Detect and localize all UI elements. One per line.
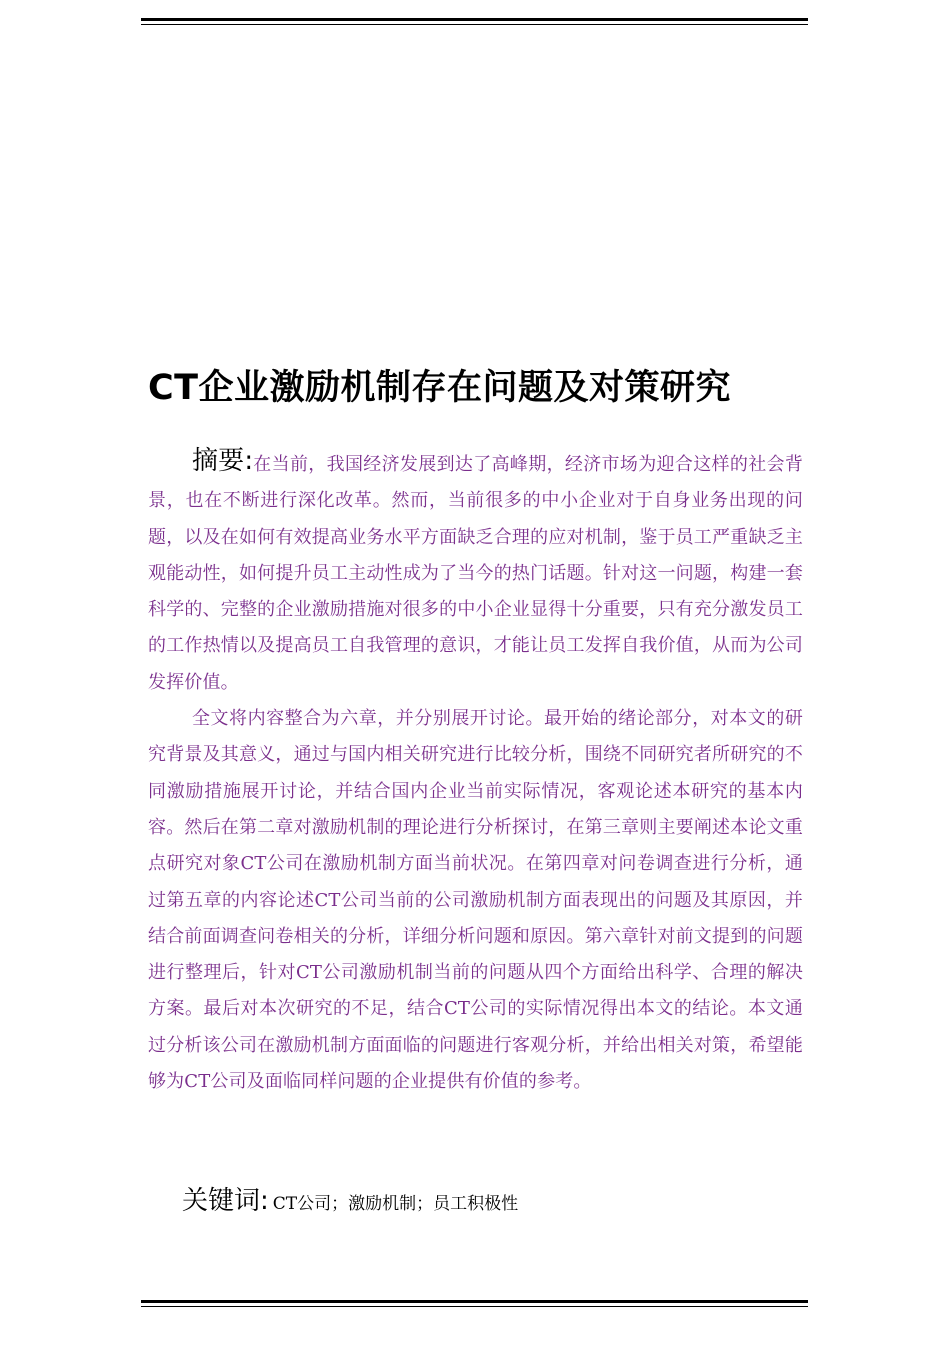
abstract-section xyxy=(148,444,803,1100)
keywords-text: CT公司；激励机制；员工积极性 xyxy=(272,1194,519,1214)
abstract-paragraph-2: 全文将内容整合为六章，并分别展开讨论。最开始的绪论部分，对本文的研究背景及其意义，通过与国内相关研究进行比较分析，围绕不同研究者所研究的不同激励措施展开讨论，并结合国内企业当前实际情况，客观论述本研究的基本内容。然后在第二章对激励机制的理论进行分析探讨，在第三章则主要阐述本论文重点研究对象CT公司在激励机制方面当前状况。在第四章对问卷调查进行分析，通过第五章的内容论述CT公司当前的公司激励机制方面表现出的问题及其原因，并结合前面调查问卷相关的分析，详细分析问题和原因。第六章针对前文提到的问题进行整理后，针对CT公司激励机制当前的问题从四个方面给出科学、合理的解决方案。最后对本次研究的不足，结合CT公司的实际情况得出本文的结论。本文通过分析该公司在激励机制方面面临的问题进行客观分析，并给出相关对策，希望能够为CT公司及面临同样问题的企业提供有价值的参考。 xyxy=(148,708,803,1093)
abstract-paragraph-1-text: 在当前，我国经济发展到达了高峰期，经济市场为迎合这样的社会背景，也在不断进行深化改革。然而，当前很多的中小企业对于自身业务出现的问题，以及在如何有效提高业务水平方面缺乏合理的应对机制，鉴于员工严重缺乏主观能动性，如何提升员工主动性成为了当今的热门话题。针对这一问题，构建一套科学的、完整的企业激励措施对很多的中小企业显得十分重要，只有充分激发员工的工作热情以及提高员工自我管理的意识，才能让员工发挥自我价值，从而为公司发挥价值。 xyxy=(148,454,803,693)
document-title: CT企业激励机制存在问题及对策研究 xyxy=(148,368,732,408)
abstract-paragraph-1 xyxy=(148,444,803,701)
header-double-rule xyxy=(141,18,808,25)
footer-double-rule xyxy=(141,1300,808,1307)
keywords-line xyxy=(182,1180,518,1217)
abstract-label: 摘要: xyxy=(192,446,254,476)
keywords-label: 关键词: xyxy=(182,1186,269,1216)
